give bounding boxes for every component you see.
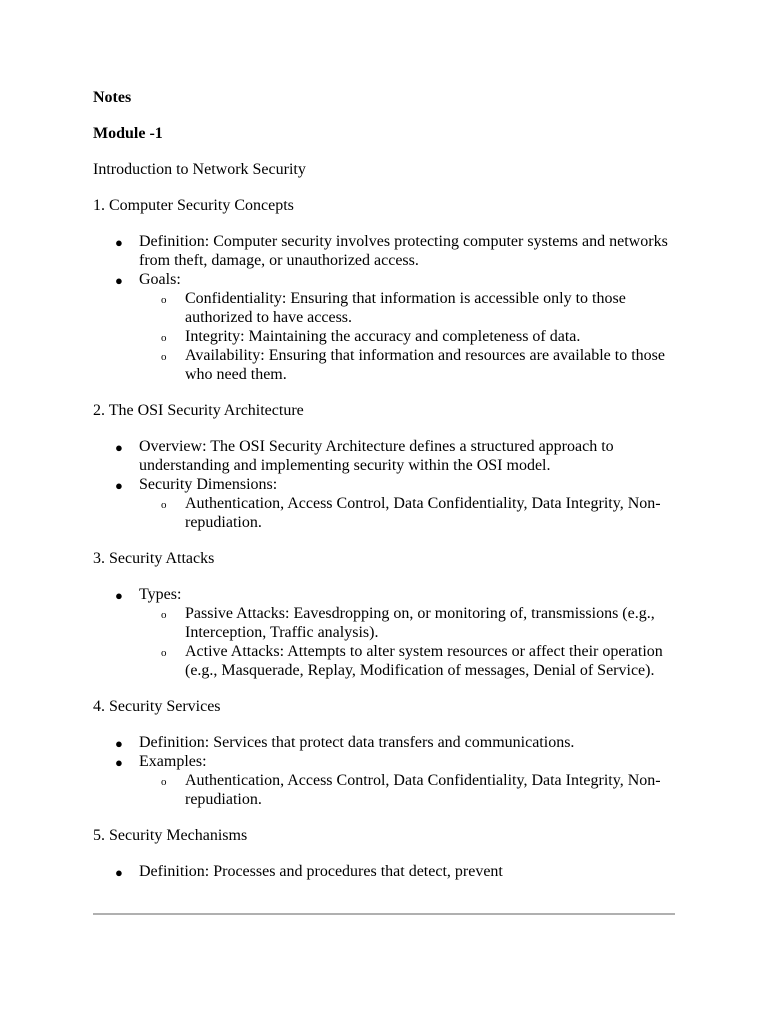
section-title: 3. Security Attacks [93,550,215,567]
sub-list-item [139,346,675,384]
section-title: 2. The OSI Security Architecture [93,402,304,419]
bullet-list [93,437,675,532]
list-item [93,862,675,881]
sub-list-item-text: Passive Attacks: Eavesdropping on, or monitoring of, transmissions (e.g., Interception, Traffic analysis). [185,605,655,641]
sub-list-item [139,327,675,346]
list-item-text: Types: [139,586,182,603]
sub-list-item-text: Authentication, Access Control, Data Confidentiality, Data Integrity, Non-repudiation. [185,772,661,808]
document-page [93,88,675,898]
sub-bullet-list [139,289,675,384]
sub-bullet-icon: o [161,609,167,621]
bullet-icon: ● [115,755,123,770]
list-item [93,585,675,680]
bullet-list [93,862,675,881]
section-title: 5. Security Mechanisms [93,827,248,844]
list-item-text: Definition: Services that protect data transfers and communications. [139,734,575,751]
sub-bullet-icon: o [161,332,167,344]
sub-list-item-text: Availability: Ensuring that information and resources are available to those who need them. [185,347,665,383]
list-item [93,232,675,270]
list-item [93,437,675,475]
module-heading: Module -1 [93,125,163,142]
bullet-icon: ● [115,736,123,751]
list-item-text: Security Dimensions: [139,476,278,493]
list-item-text: Definition: Processes and procedures that detect, prevent [139,863,503,880]
sub-bullet-icon: o [161,776,167,788]
list-item-text: Examples: [139,753,207,770]
bullet-icon: ● [115,478,123,493]
sub-list-item [139,604,675,642]
section-title: 1. Computer Security Concepts [93,197,294,214]
bullet-list [93,585,675,680]
sub-list-item-text: Authentication, Access Control, Data Confidentiality, Data Integrity, Non-repudiation. [185,495,661,531]
sub-bullet-icon: o [161,647,167,659]
list-item [93,270,675,384]
sub-list-item-text: Active Attacks: Attempts to alter system resources or affect their operation (e.g., Masquerade, Replay, Modification of messages, Denial of Service). [185,643,663,679]
intro-heading: Introduction to Network Security [93,161,306,178]
sub-bullet-icon: o [161,294,167,306]
list-item [93,475,675,532]
sub-list-item [139,289,675,327]
sub-bullet-icon: o [161,351,167,363]
bullet-icon: ● [115,440,123,455]
sub-list-item [139,642,675,680]
section-title: 4. Security Services [93,698,221,715]
sub-bullet-list [139,604,675,680]
bullet-list [93,232,675,384]
sub-bullet-list [139,494,675,532]
notes-heading: Notes [93,89,132,106]
page-divider [93,913,675,915]
bullet-list [93,733,675,809]
bullet-icon: ● [115,865,123,880]
bullet-icon: ● [115,273,123,288]
list-item [93,733,675,752]
sub-bullet-icon: o [161,499,167,511]
sub-list-item-text: Confidentiality: Ensuring that information is accessible only to those authorized to have access. [185,290,626,326]
sub-bullet-list [139,771,675,809]
bullet-icon: ● [115,235,123,250]
list-item [93,752,675,809]
list-item-text: Definition: Computer security involves protecting computer systems and networks from theft, damage, or unauthorized access. [139,233,668,269]
list-item-text: Goals: [139,271,181,288]
bullet-icon: ● [115,588,123,603]
sub-list-item [139,771,675,809]
list-item-text: Overview: The OSI Security Architecture defines a structured approach to understanding and implementing security within the OSI model. [139,438,614,474]
sub-list-item [139,494,675,532]
sub-list-item-text: Integrity: Maintaining the accuracy and completeness of data. [185,328,581,345]
